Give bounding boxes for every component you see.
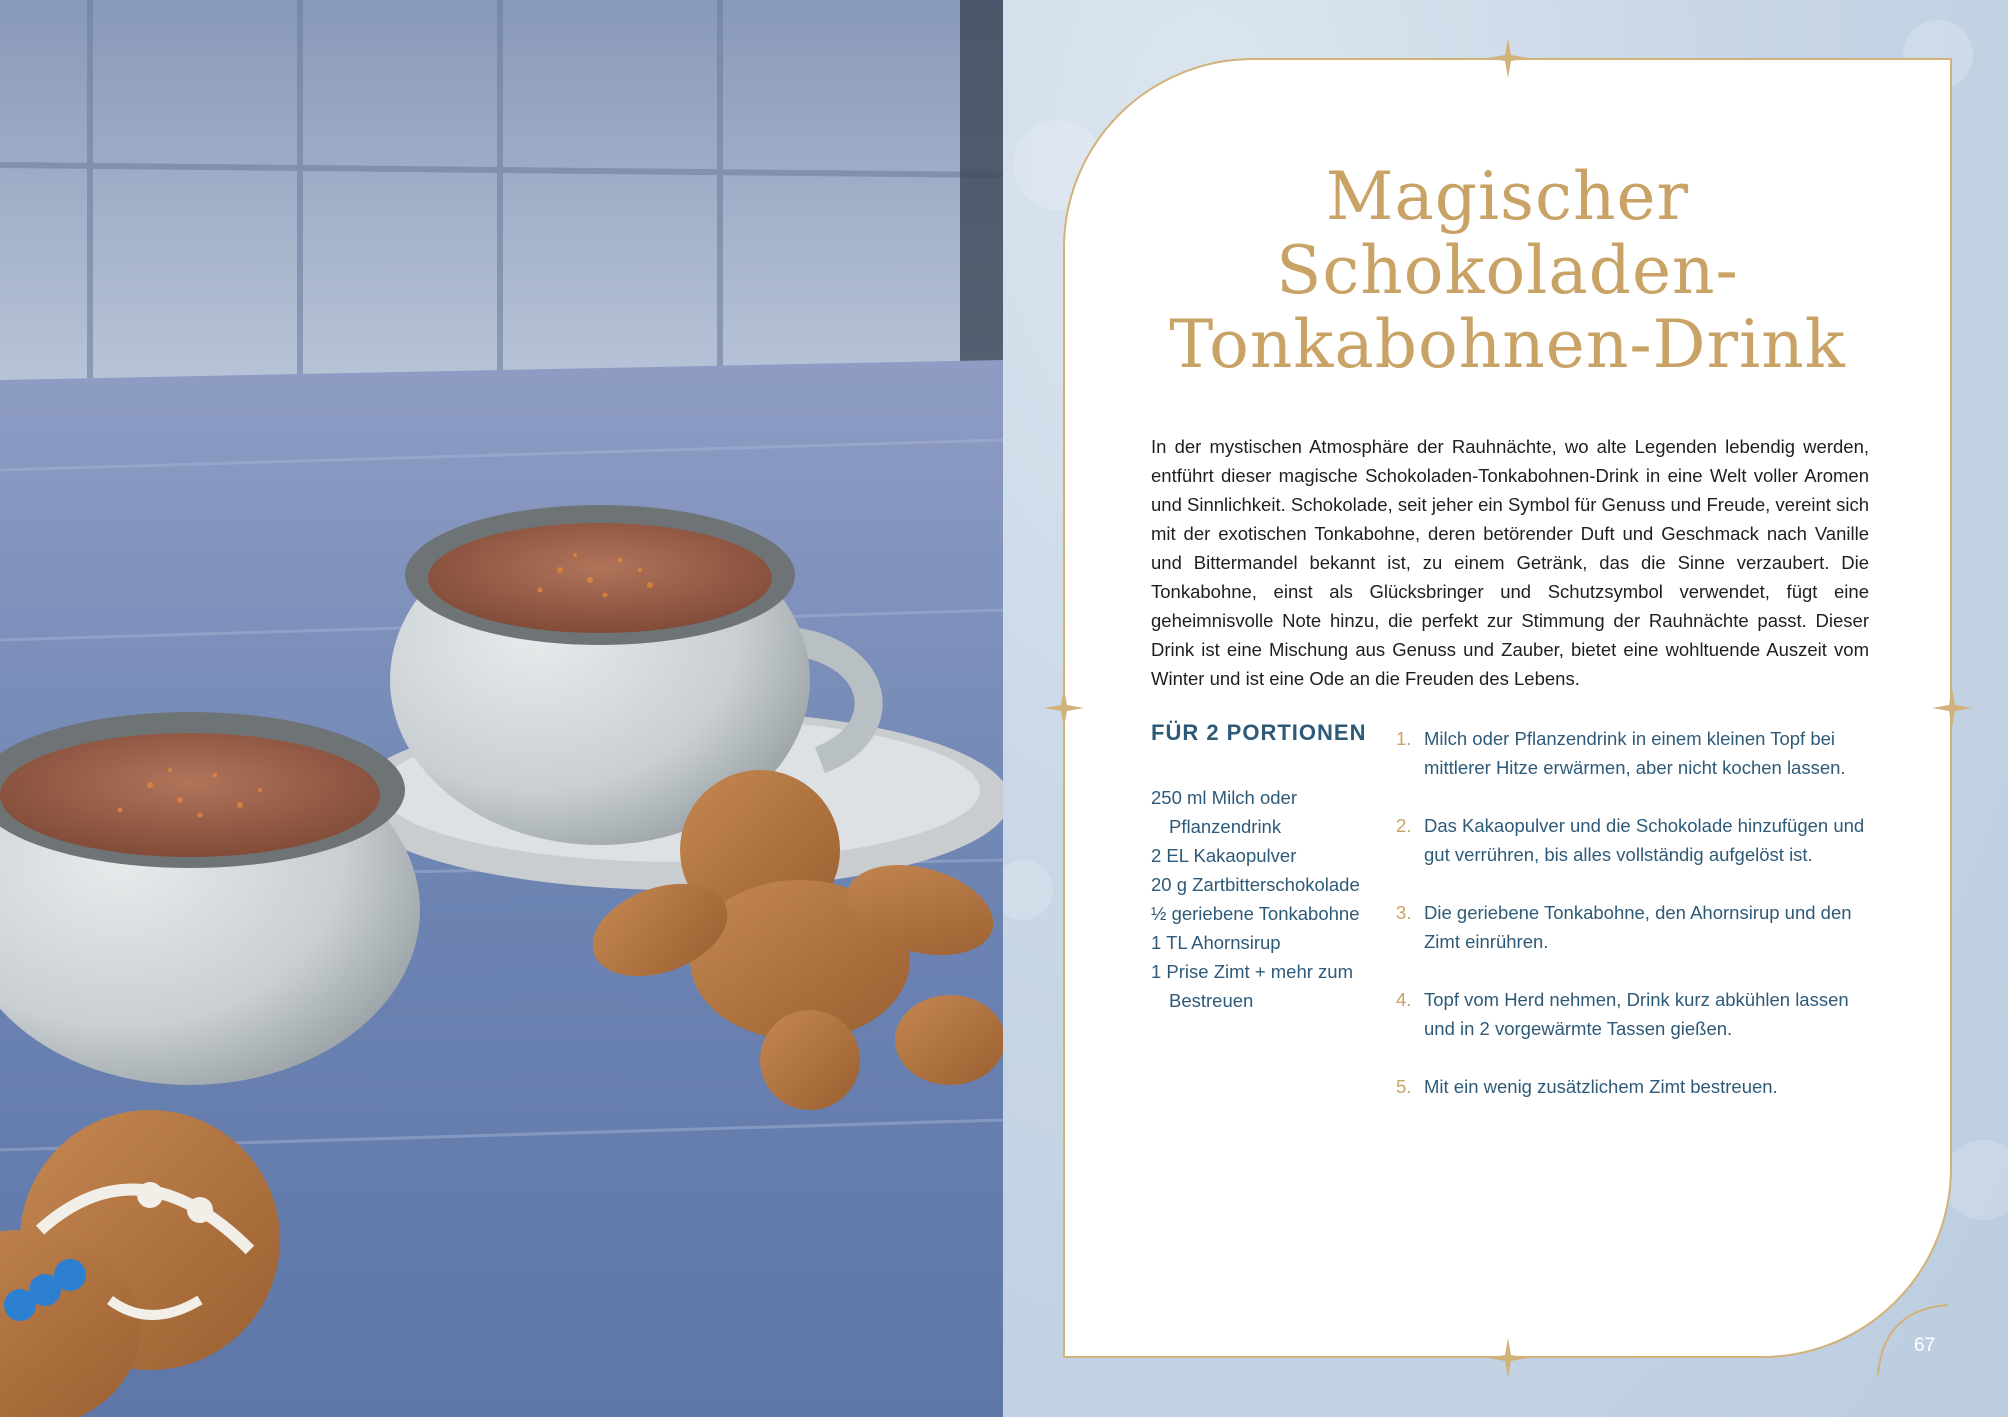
sparkle-icon <box>1932 688 1972 728</box>
recipe-title <box>1063 160 1952 382</box>
bokeh-light <box>1003 860 1053 920</box>
title-line: Magischer <box>1325 158 1690 235</box>
ingredient-item: 20 g Zartbitterschokolade <box>1151 874 1360 895</box>
step-item <box>1396 724 1876 782</box>
step-text: Mit ein wenig zusätzlichem Zimt bestreuen. <box>1424 1076 1778 1097</box>
ingredient-item: 2 EL Kakaopulver <box>1151 845 1297 866</box>
recipe-page <box>1003 0 2008 1417</box>
title-line: Tonkabohnen-Drink <box>1169 306 1846 383</box>
ingredient-list <box>1151 783 1381 1015</box>
page-number: 67 <box>1914 1335 1936 1356</box>
step-number: 3. <box>1396 902 1412 923</box>
sparkle-icon <box>1488 1338 1528 1378</box>
recipe-photo <box>0 0 1003 1417</box>
step-text: Die geriebene Tonkabohne, den Ahornsirup und den Zimt einrühren. <box>1424 902 1852 952</box>
step-item <box>1396 811 1876 869</box>
title-line: Schokoladen- <box>1276 232 1739 309</box>
step-text: Das Kakaopulver und die Schokolade hinzufügen und gut verrühren, bis alles vollständig aufgelöst ist. <box>1424 815 1865 865</box>
corner-arc-ornament <box>1873 1300 1953 1380</box>
step-number: 1. <box>1396 728 1412 749</box>
step-text: Topf vom Herd nehmen, Drink kurz abkühlen lassen und in 2 vorgewärmte Tassen gießen. <box>1424 989 1849 1039</box>
step-item <box>1396 985 1876 1043</box>
ingredient-item: 1 Prise Zimt + mehr zum Bestreuen <box>1151 961 1354 1011</box>
step-text: Milch oder Pflanzendrink in einem kleinen Topf bei mittlerer Hitze erwärmen, aber nicht kochen lassen. <box>1424 728 1846 778</box>
step-number: 4. <box>1396 989 1412 1010</box>
recipe-intro: In der mystischen Atmosphäre der Rauhnächte, wo alte Legenden lebendig werden, entführt dieser magische Schokoladen-Tonkabohnen-Drink in eine Welt voller Aromen und Sinnlichkeit. Schokolade, seit jeher ein Symbol für Genuss und Freude, vereint sich mit der exotischen Tonkabohne, deren betörender Duft und Geschmack nach Vanille und Bittermandel bekannt ist, zu einem Getränk, das die Sinne verzaubert. Die Tonkabohne, einst als Glücksbringer und Schutzsymbol verwendet, fügt eine geheimnisvolle Note hinzu, die perfekt zur Stimmung der Rauhnächte passt. Dieser Drink ist eine Mischung aus Genuss und Zauber, bietet eine wohltuende Auszeit vom Winter und ist eine Ode an die Freuden des Lebens. <box>1151 436 1869 689</box>
ingredient-item: 1 TL Ahornsirup <box>1151 932 1281 953</box>
step-number: 2. <box>1396 815 1412 836</box>
step-number: 5. <box>1396 1076 1412 1097</box>
sparkle-icon <box>1044 688 1084 728</box>
hot-chocolate-photo-illustration <box>0 0 1003 1417</box>
step-item <box>1396 1072 1876 1101</box>
ingredient-item: ½ geriebene Tonkabohne <box>1151 903 1360 924</box>
step-list <box>1396 724 1876 1101</box>
bokeh-light <box>1943 1140 2008 1220</box>
ingredient-item: 250 ml Milch oder Pflanzendrink <box>1151 787 1298 837</box>
step-item <box>1396 898 1876 956</box>
portions-heading: FÜR 2 PORTIONEN <box>1151 720 1367 745</box>
sparkle-icon <box>1488 38 1528 78</box>
